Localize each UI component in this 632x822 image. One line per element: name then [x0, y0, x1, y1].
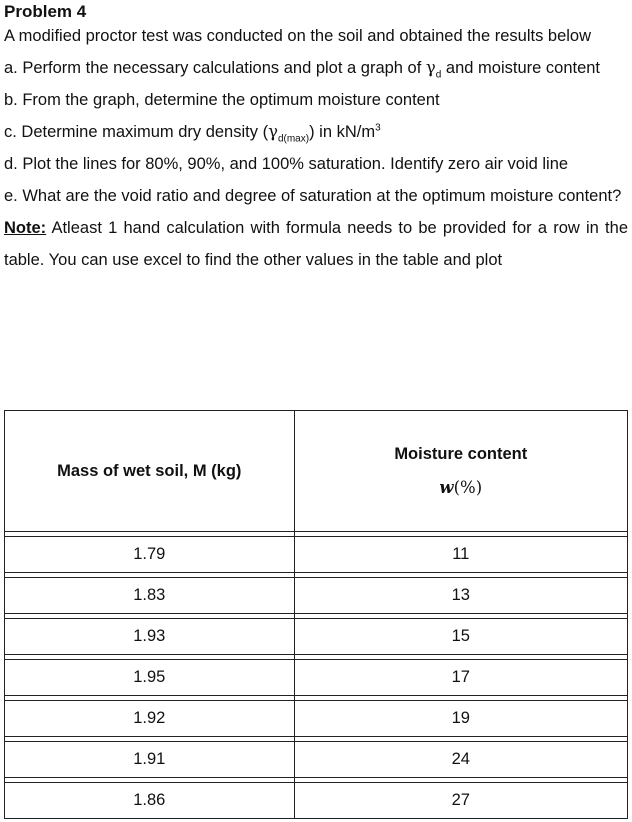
table-row [5, 537, 628, 573]
problem-title: Problem 4 [4, 2, 87, 21]
moisture-cell: 15 [294, 619, 627, 655]
mass-cell: 1.92 [5, 701, 295, 737]
gamma-symbol: γ [425, 58, 436, 77]
part-a-text-pre: a. Perform the necessary calculations and plot a graph of [4, 59, 426, 77]
note [4, 212, 628, 276]
moisture-cell: 24 [294, 742, 627, 778]
moisture-cell: 17 [294, 660, 627, 696]
part-d: d. Plot the lines for 80%, 90%, and 100% saturation. Identify zero air void line [4, 155, 569, 173]
note-label: Note: [4, 219, 47, 237]
part-b: b. From the graph, determine the optimum moisture content [4, 91, 440, 109]
table-header-row [5, 411, 628, 532]
moisture-cell: 19 [294, 701, 627, 737]
part-c-text-mid: ) in kN/m [309, 123, 376, 141]
mass-cell: 1.83 [5, 578, 295, 614]
gamma-subscript: d [435, 69, 442, 81]
table-row [5, 742, 628, 778]
problem-intro: A modified proctor test was conducted on the soil and obtained the results below [4, 27, 592, 45]
mass-cell: 1.79 [5, 537, 295, 573]
table-row [5, 701, 628, 737]
header-mass [5, 411, 295, 532]
table-row [5, 783, 628, 819]
gamma-symbol: γ [268, 122, 278, 141]
header-moisture [294, 411, 627, 532]
moisture-cell: 11 [294, 537, 627, 573]
mass-cell: 1.91 [5, 742, 295, 778]
table-row [5, 660, 628, 696]
moisture-cell: 13 [294, 578, 627, 614]
mass-cell: 1.86 [5, 783, 295, 819]
header-moisture-symbol: w(%) [439, 478, 483, 497]
header-mass-label: Mass of wet soil, M (kg) [57, 461, 242, 480]
table-row [5, 578, 628, 614]
part-e: e. What are the void ratio and degree of saturation at the optimum moisture content? [4, 187, 622, 205]
note-text: Atleast 1 hand calculation with formula needs to be provided for a row in the table. You can use excel to find the other values in the table and plot [4, 219, 628, 269]
part-c [4, 116, 628, 148]
unit-superscript: 3 [375, 122, 381, 134]
mass-cell: 1.95 [5, 660, 295, 696]
header-moisture-label: Moisture content [394, 445, 528, 463]
gamma-subscript: d(max) [277, 133, 310, 145]
moisture-cell: 27 [294, 783, 627, 819]
part-c-text-pre: c. Determine maximum dry density ( [4, 123, 269, 141]
table-row [5, 619, 628, 655]
data-table [4, 410, 628, 819]
problem-document [4, 0, 628, 276]
mass-cell: 1.93 [5, 619, 295, 655]
part-a [4, 52, 628, 84]
part-a-text-post: and moisture content [441, 59, 601, 77]
